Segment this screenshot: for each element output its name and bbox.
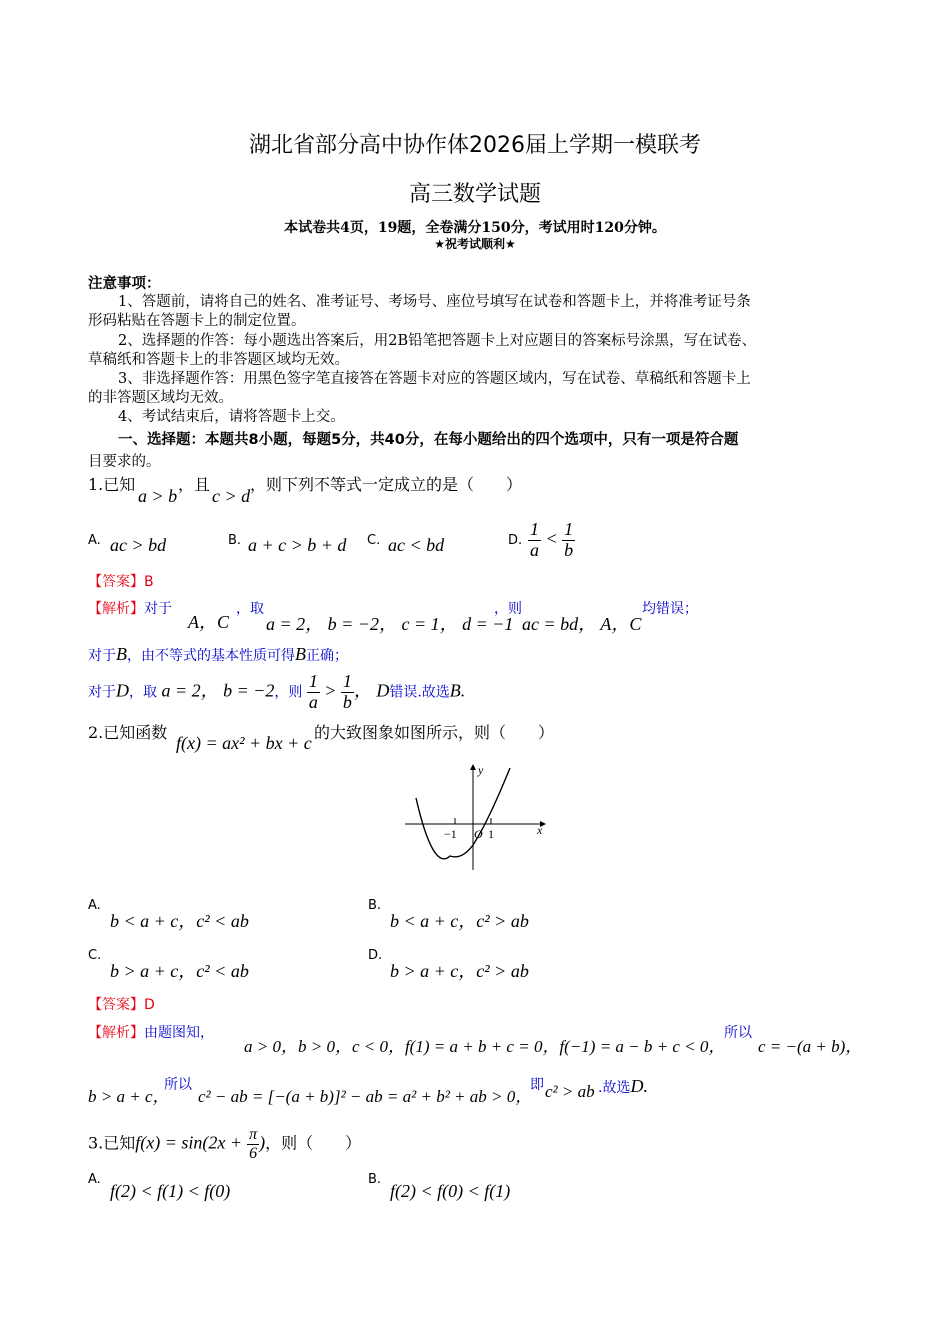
q1-answer <box>88 571 154 591</box>
q1-d-op: < <box>545 528 558 549</box>
q3-frac <box>247 1126 259 1162</box>
q1-answer-value: B <box>144 574 154 590</box>
q1-b3: ，由不等式的基本性质可得 <box>127 648 295 664</box>
q2-a-e3: c² < ab <box>196 911 249 931</box>
q3-suffix: ，则（ ） <box>265 1133 362 1153</box>
q1-a2: A <box>188 612 199 632</box>
q2-option-c-label: C. <box>88 948 102 963</box>
q1-analysis-math3 <box>522 610 641 636</box>
q1-option-b: a + c > b + d <box>248 535 347 555</box>
q2-b8: . <box>643 1076 648 1096</box>
q1-c9: a <box>308 691 318 712</box>
q2-b6: .故选 <box>598 1080 631 1096</box>
q1-a9: ， <box>378 614 397 634</box>
q3-func: f(x) = sin(2x + <box>135 1132 243 1153</box>
q1-analysis-line3 <box>88 672 465 713</box>
q1-option-b-label: B. <box>228 533 242 548</box>
q1-a8: b = −2 <box>327 614 379 634</box>
q1-a14: ac = bd <box>522 614 579 634</box>
q2-suffix: 的大致图象如图所示，则（ ） <box>314 723 555 742</box>
q2-b2: 所以 <box>164 1077 192 1093</box>
q1-analysis-math1 <box>188 608 229 634</box>
q1-a13: ，则 <box>494 601 522 617</box>
q1-a11: ， <box>439 614 458 634</box>
q2-option-a <box>110 907 249 933</box>
q1-a5: ，取 <box>236 601 264 617</box>
q1-a17: ， <box>611 614 630 634</box>
q2-b-e2: ， <box>458 911 477 931</box>
q2-answer-tag: 【答案】 <box>88 997 144 1013</box>
q1-option-c-label: C. <box>367 533 381 548</box>
q2-a3: 所以 <box>724 1025 752 1041</box>
q1-analysis-line1 <box>88 598 172 618</box>
notice-item-2a: 2、选择题的作答：每小题选出答案后，用2B铅笔把答题卡上对应题目的答案标号涂黑，写在试卷、 <box>118 333 757 349</box>
q3-pi: π <box>249 1126 258 1143</box>
q2-option-d-label: D. <box>368 948 383 963</box>
graph-label-neg1: −1 <box>444 827 457 841</box>
q1-c15: 错误.故选 <box>389 684 450 701</box>
q2-b7: D <box>630 1076 644 1096</box>
notice-item-3b: 的非答题区域均无效。 <box>88 390 233 406</box>
q1-stem <box>88 472 135 495</box>
q1-c2: D <box>116 680 129 701</box>
q2-a-e2: ， <box>178 911 197 931</box>
q2-option-a-label: A. <box>88 898 101 913</box>
q1-d-num1: 1 <box>530 519 539 539</box>
notice-item-1b: 形码粘贴在答题卡上的制定位置。 <box>88 313 306 329</box>
q1-a19: 均错误； <box>642 601 698 617</box>
q1-d-num2: 1 <box>564 519 574 539</box>
q1-b1: 对于 <box>88 648 116 664</box>
q2-analysis-tag: 【解析】 <box>88 1025 144 1041</box>
q1-c1: 对于 <box>88 684 116 701</box>
q1-a16: A <box>600 614 612 634</box>
graph-label-origin: O <box>474 827 483 841</box>
q2-c-e1: b > a + c <box>110 961 179 981</box>
q2-option-d <box>390 957 529 983</box>
section1-line1 <box>118 428 738 449</box>
q1-d-den2: b <box>564 539 574 560</box>
q3-option-b-label: B. <box>368 1172 382 1187</box>
q3-stem <box>88 1126 361 1162</box>
q3-option-a: f(2) < f(1) < f(0) <box>110 1181 231 1201</box>
blessing: ★祝考试顺利★ <box>434 237 516 251</box>
q1-analysis-tag: 【解析】 <box>88 601 144 617</box>
exam-title: 湖北省部分高中协作体2026届上学期一模联考 <box>249 133 701 158</box>
q2-option-b-label: B. <box>368 898 382 913</box>
q1-answer-tag: 【答案】 <box>88 574 144 590</box>
q1-b4: B <box>295 644 306 664</box>
notice-item-4: 4、考试结束后，请将答题卡上交。 <box>118 409 345 425</box>
graph-label-x: x <box>537 823 543 837</box>
q2-b4: 即 <box>530 1077 544 1093</box>
parabola-curve <box>416 768 510 859</box>
section1-line2: 目要求的。 <box>88 454 161 470</box>
q1-c13: ， <box>353 680 372 701</box>
q3-close: ) <box>259 1132 266 1153</box>
q1-a18: C <box>629 614 642 634</box>
q1-a1: 对于 <box>144 601 172 617</box>
notice-heading: 注意事项： <box>88 275 161 292</box>
q1-d-frac2 <box>562 520 575 561</box>
q2-b5: c² > ab <box>545 1082 595 1101</box>
notice-item-1a: 1、答题前，请将自己的姓名、准考证号、考场号、座位号填写在试卷和答题卡上，并将准考证号条 <box>118 294 751 310</box>
q1-a10: c = 1 <box>401 614 440 634</box>
q1-a15: ， <box>578 614 597 634</box>
q1-b2: B <box>116 644 127 664</box>
q1-option-a: ac > bd <box>110 535 167 555</box>
q1-c7: ，则 <box>274 684 303 701</box>
q1-c14: D <box>376 680 390 701</box>
q1-c3: ，取 <box>129 684 157 701</box>
q2-b-e3: c² > ab <box>476 911 529 931</box>
notice-item-3a: 3、非选择题作答：用黑色签字笔直接答在答题卡对应的答题区域内，写在试卷、草稿纸和答题卡上 <box>118 371 751 387</box>
y-axis-arrow <box>470 764 476 770</box>
q3-prefix: 3.已知 <box>88 1133 136 1153</box>
q1-analysis-math2 <box>266 610 513 636</box>
q1-b5: 正确； <box>306 648 348 664</box>
q1-c6: b = −2 <box>223 680 275 701</box>
q1-suffix: ，则下列不等式一定成立的是（ ） <box>250 475 523 494</box>
q2-a1: 由题图知， <box>144 1025 214 1041</box>
q2-b1: b > a + c， <box>88 1087 170 1106</box>
q1-a7: ， <box>305 614 324 634</box>
q1-a12: d = −1 <box>462 614 514 634</box>
q2-b3: c² − ab = [−(a + b)]² − ab = a² + b² + ab > 0， <box>198 1087 533 1106</box>
q2-option-b <box>390 907 529 933</box>
q1-c11: 1 <box>342 671 352 691</box>
q2-parabola-graph <box>400 760 550 875</box>
section1-text: 一、选择题：本题共8小题，每题5分，共40分，在每小题给出的四个选项中，只有一项是符合题 <box>118 432 739 448</box>
q2-c-e2: ， <box>178 961 197 981</box>
q1-cond2: c > d <box>212 486 251 506</box>
graph-label-y: y <box>478 763 484 777</box>
q3-six: 6 <box>249 1144 258 1162</box>
graph-label-1: 1 <box>488 827 494 841</box>
q2-d-e2: ， <box>458 961 477 981</box>
q2-a-e1: b < a + c <box>110 911 179 931</box>
q2-c-e3: c² < ab <box>196 961 249 981</box>
q1-c16: B <box>449 680 461 701</box>
q2-conclusion <box>598 1076 648 1097</box>
q1-analysis-line2 <box>88 644 348 665</box>
q2-d-e3: c² > ab <box>476 961 529 981</box>
q1-mid: ，且 <box>178 475 211 494</box>
q1-c8: 1 <box>308 671 318 691</box>
q1-option-d-label: D. <box>508 533 523 548</box>
q2-answer-value: D <box>144 997 155 1013</box>
q3-option-a-label: A. <box>88 1172 101 1187</box>
q1-c10: > <box>324 680 337 701</box>
q2-d-e1: b > a + c <box>390 961 459 981</box>
q2-b-e1: b < a + c <box>390 911 459 931</box>
q1-a6: a = 2 <box>266 614 306 634</box>
notice-item-2b: 草稿纸和答题卡上的非答题区域均无效。 <box>88 352 349 368</box>
q2-prefix: 2.已知函数 <box>88 723 168 742</box>
q1-c-frac2 <box>341 672 354 713</box>
q1-a4: C <box>217 612 230 632</box>
q1-cond1: a > b <box>138 486 178 506</box>
q1-c-frac1 <box>307 672 320 713</box>
q1-a3: ， <box>199 612 217 632</box>
q1-d-den1: a <box>530 539 539 560</box>
q1-prefix: 1.已知 <box>88 475 136 494</box>
q2-option-c <box>110 957 249 983</box>
exam-info: 本试卷共4页，19题，全卷满分150分，考试用时120分钟。 <box>284 220 666 236</box>
q2-a2: a > 0，b > 0，c < 0，f(1) = a + b + c = 0，f(−1) = a − b + c < 0， <box>244 1037 726 1056</box>
q1-c17: . <box>460 680 466 701</box>
q1-option-c: ac < bd <box>388 535 445 555</box>
q1-option-a-label: A. <box>88 533 101 548</box>
q3-option-b: f(2) < f(0) < f(1) <box>390 1181 511 1201</box>
q2-func: f(x) = ax² + bx + c <box>176 733 312 753</box>
q1-d-frac1 <box>528 520 541 561</box>
q1-c4: a = 2 <box>161 680 201 701</box>
q1-c12: b <box>342 691 352 712</box>
q1-c5: ， <box>200 680 219 701</box>
q1-option-d <box>528 520 575 561</box>
q2-a4: c = −(a + b)， <box>758 1037 863 1056</box>
exam-subtitle: 高三数学试题 <box>408 182 541 207</box>
q2-answer <box>88 994 155 1014</box>
q2-analysis-line1 <box>88 1022 214 1042</box>
